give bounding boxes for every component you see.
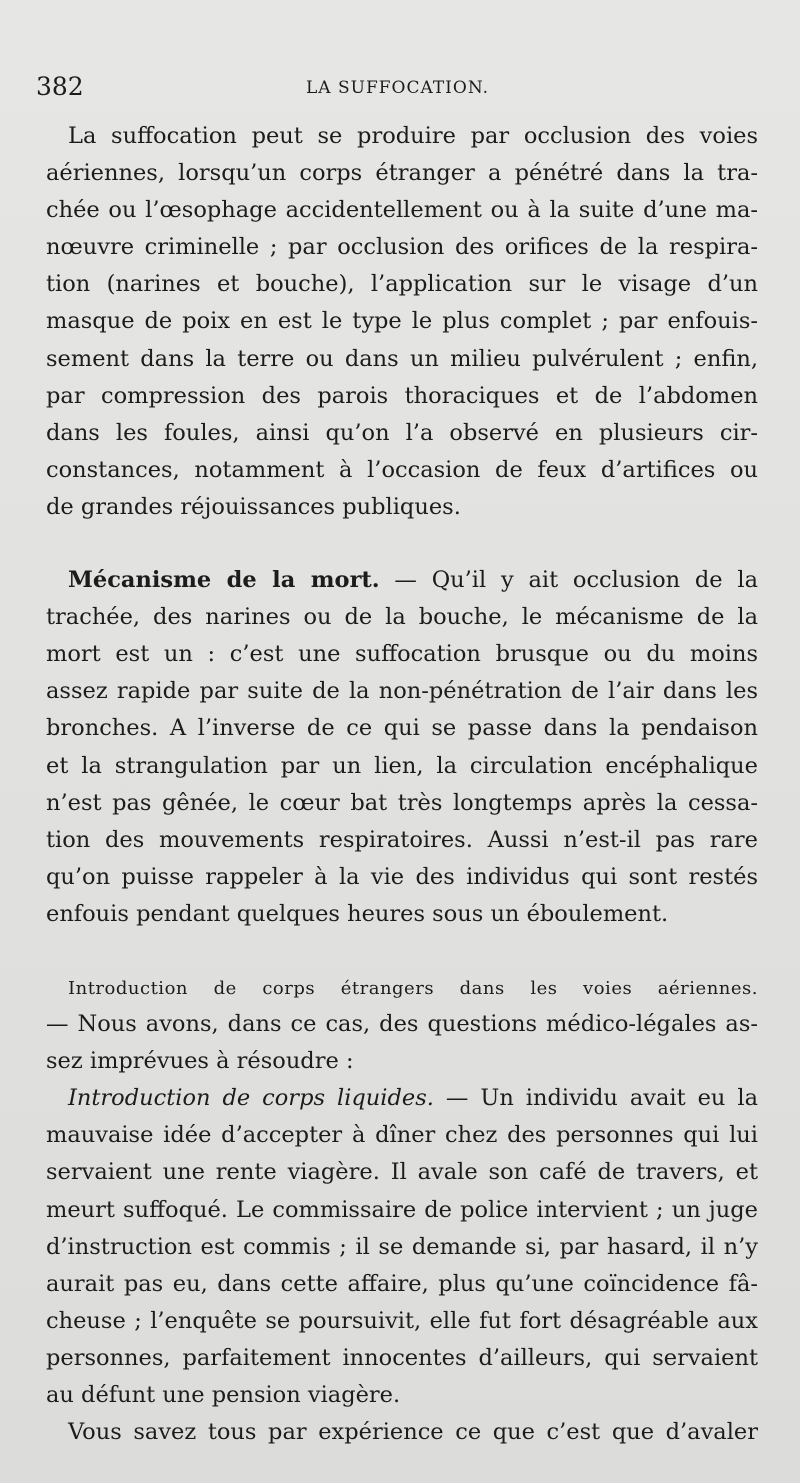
text-line: nœuvre criminelle ; par occlusion des orifices de la respira- bbox=[46, 234, 758, 261]
page-header bbox=[36, 72, 756, 108]
text-line: aurait pas eu, dans cette affaire, plus qu’une coïncidence fâ- bbox=[46, 1270, 758, 1297]
text-line bbox=[46, 969, 758, 1006]
text-line: sement dans la terre ou dans un milieu pulvérulent ; enfin, bbox=[46, 345, 758, 372]
text-line: servaient une rente viagère. Il avale son café de travers, et bbox=[46, 1159, 758, 1186]
text-line: aériennes, lorsqu’un corps étranger a pénétré dans la tra- bbox=[46, 160, 758, 187]
text-line: personnes, parfaitement innocentes d’ailleurs, qui servaient bbox=[46, 1344, 758, 1371]
text-line: n’est pas gênée, le cœur bat très longtemps après la cessa- bbox=[46, 789, 758, 816]
italic-heading: Introduction de corps liquides. bbox=[68, 1085, 434, 1112]
text-line: sez imprévues à résoudre : bbox=[46, 1048, 354, 1075]
text-line: et la strangulation par un lien, la circulation encéphalique bbox=[46, 752, 758, 779]
text-line: enfouis pendant quelques heures sous un éboulement. bbox=[46, 900, 669, 927]
text-line: d’instruction est commis ; il se demande si, par hasard, il n’y bbox=[46, 1233, 758, 1260]
text-line: assez rapide par suite de la non-pénétration de l’air dans les bbox=[46, 678, 758, 705]
text-line: par compression des parois thoraciques et de l’abdomen bbox=[46, 382, 758, 409]
text-line bbox=[46, 1080, 758, 1117]
page-number: 382 bbox=[36, 72, 84, 101]
paragraph-gap bbox=[46, 526, 758, 562]
text-line: de grandes réjouissances publiques. bbox=[46, 493, 461, 520]
heading-continuation: — Qu’il y ait occlusion de la bbox=[379, 567, 758, 594]
text-line: — Nous avons, dans ce cas, des questions médico-légales as- bbox=[46, 1011, 758, 1038]
text-line: La suffocation peut se produire par occlusion des voies bbox=[68, 123, 758, 149]
paragraph-gap bbox=[46, 933, 758, 969]
page-body bbox=[46, 118, 758, 1451]
text-line: tion des mouvements respiratoires. Aussi n’est-il pas rare bbox=[46, 826, 758, 853]
text-line: bronches. A l’inverse de ce qui se passe dans la pendaison bbox=[46, 715, 758, 742]
paragraph-mecanisme bbox=[46, 562, 758, 933]
heading-continuation: — Un individu avait eu la bbox=[433, 1085, 759, 1112]
text-line: qu’on puisse rappeler à la vie des individus qui sont restés bbox=[46, 863, 758, 890]
section-heading-smallcaps: Introduction de corps étrangers dans les voies aériennes. bbox=[68, 977, 758, 999]
text-line: dans les foules, ainsi qu’on l’a observé en plusieurs cir- bbox=[46, 419, 758, 446]
paragraph-corps-liquides bbox=[46, 1080, 758, 1414]
paragraph-suffocation-causes bbox=[46, 118, 758, 526]
paragraph-avaler bbox=[46, 1414, 758, 1451]
running-title: LA SUFFOCATION. bbox=[306, 78, 490, 98]
section-heading: Mécanisme de la mort. bbox=[68, 567, 380, 594]
text-line: cheuse ; l’enquête se poursuivit, elle fut fort désagréable aux bbox=[46, 1307, 758, 1334]
text-line: Vous savez tous par expérience ce que c’est que d’avaler bbox=[68, 1419, 758, 1446]
text-line: chée ou l’œsophage accidentellement ou à la suite d’une ma- bbox=[46, 197, 758, 224]
text-line bbox=[46, 562, 758, 599]
paragraph-corps-etrangers bbox=[46, 969, 758, 1080]
text-line: mort est un : c’est une suffocation brusque ou du moins bbox=[46, 641, 758, 668]
text-line: au défunt une pension viagère. bbox=[46, 1382, 401, 1408]
text-line: masque de poix en est le type le plus complet ; par enfouis- bbox=[46, 308, 758, 335]
text-line: trachée, des narines ou de la bouche, le mécanisme de la bbox=[46, 604, 758, 631]
text-line: tion (narines et bouche), l’application sur le visage d’un bbox=[46, 271, 758, 298]
text-line: mauvaise idée d’accepter à dîner chez des personnes qui lui bbox=[46, 1122, 758, 1149]
text-line: meurt suffoqué. Le commissaire de police intervient ; un juge bbox=[46, 1196, 758, 1223]
text-line: constances, notamment à l’occasion de feux d’artifices ou bbox=[46, 456, 758, 483]
